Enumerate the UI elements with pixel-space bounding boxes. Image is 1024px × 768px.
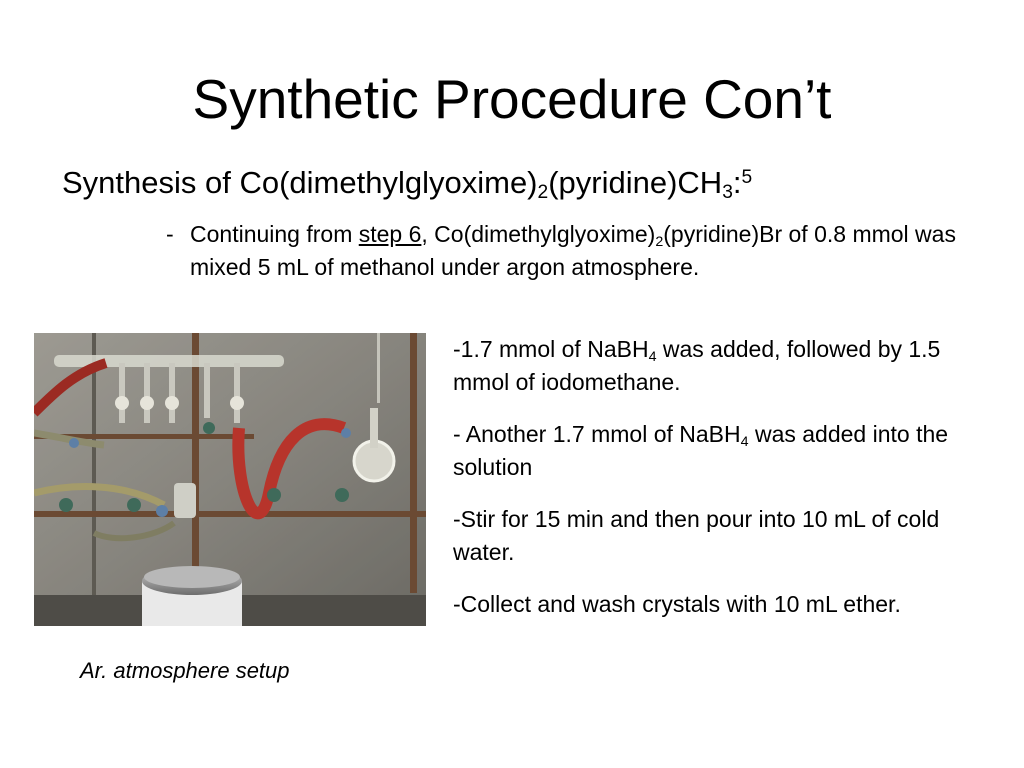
subtitle-colon: : <box>732 165 742 200</box>
step-item-1 <box>453 333 978 399</box>
photo-caption: Ar. atmosphere setup <box>80 658 290 683</box>
procedure-steps <box>453 333 978 640</box>
bullet-text <box>190 218 966 284</box>
step-2-subscript: 4 <box>740 433 749 450</box>
subtitle-reference: 5 <box>741 167 753 189</box>
step-item-2 <box>453 418 978 484</box>
step-2-text-b: was added into the solution <box>453 421 949 480</box>
slide-subtitle <box>62 163 752 203</box>
step-1-subscript: 4 <box>648 348 657 365</box>
subtitle-middle: (pyridine)CH <box>548 165 723 200</box>
subtitle-subscript-3: 3 <box>722 181 733 203</box>
bullet-subscript: 2 <box>655 233 664 250</box>
bullet-lead: Continuing from <box>190 221 359 247</box>
intro-bullet <box>166 218 966 284</box>
step-4-text: -Collect and wash crystals with 10 mL ether. <box>453 591 901 617</box>
step-2-text-a: - Another 1.7 mmol of NaBH <box>453 421 741 447</box>
step-6-link[interactable]: step 6 <box>358 221 422 247</box>
step-3-text: -Stir for 15 min and then pour into 10 mL of cold water. <box>453 506 940 565</box>
step-item-4 <box>453 588 978 621</box>
step-item-3 <box>453 503 978 569</box>
subtitle-subscript-2: 2 <box>537 181 549 203</box>
step-1-text-b: was added, followed by 1.5 mmol of iodomethane. <box>453 336 941 395</box>
bullet-rest-2: (pyridine)Br of 0.8 mmol was mixed 5 mL of methanol under argon atmosphere. <box>190 221 956 280</box>
argon-setup-photo <box>34 333 426 626</box>
subtitle-prefix: Synthesis of Co(dimethylglyoxime) <box>62 165 538 200</box>
step-1-text-a: -1.7 mmol of NaBH <box>453 336 649 362</box>
bullet-dash: - <box>166 221 174 247</box>
bullet-rest-1: , Co(dimethylglyoxime) <box>421 221 656 247</box>
slide-title: Synthetic Procedure Con’t <box>192 68 832 130</box>
